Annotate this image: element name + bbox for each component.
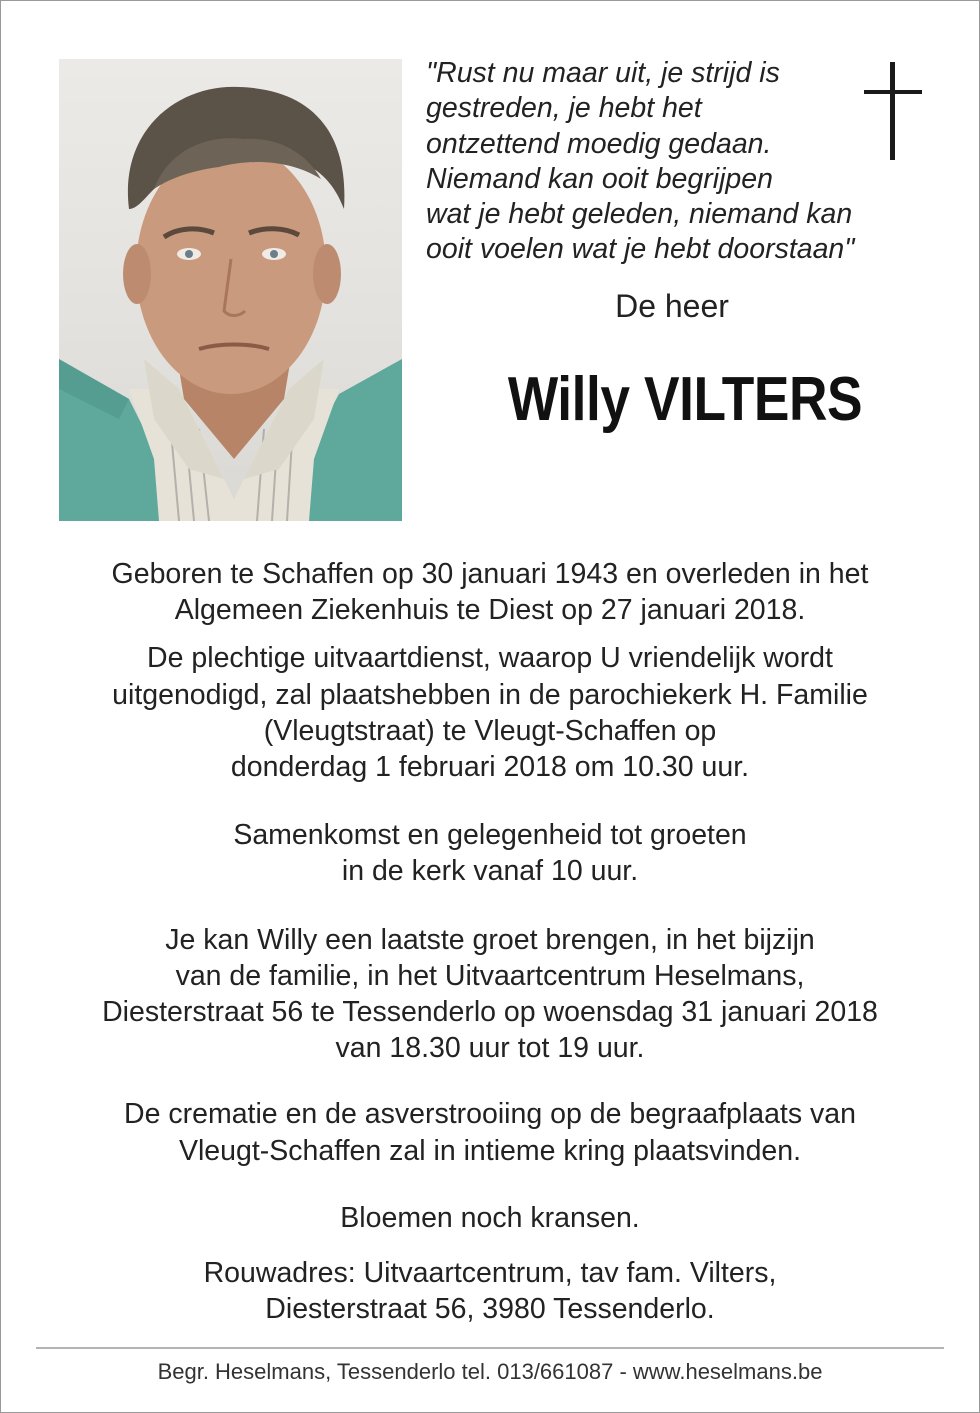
gathering-paragraph bbox=[30, 817, 950, 889]
quote-line: "Rust nu maar uit, je strijd is bbox=[426, 57, 780, 89]
text-line: (Vleugtstraat) te Vleugt-Schaffen op bbox=[263, 714, 717, 747]
text-line: Rouwadres: Uitvaartcentrum, tav fam. Vilters, bbox=[203, 1257, 777, 1290]
text-line: uitgenodigd, zal plaatshebben in de parochiekerk H. Familie bbox=[112, 678, 868, 711]
text-line: Bloemen noch kransen. bbox=[340, 1201, 640, 1234]
birth-death-paragraph bbox=[30, 556, 950, 628]
text-line: De crematie en de asverstrooiing op de begraafplaats van bbox=[124, 1098, 856, 1131]
text-line: van de familie, in het Uitvaartcentrum Heselmans, bbox=[175, 959, 805, 992]
portrait-photo bbox=[59, 59, 402, 521]
text-line: Samenkomst en gelegenheid tot groeten bbox=[233, 819, 747, 852]
flowers-paragraph bbox=[30, 1200, 950, 1236]
portrait-illustration bbox=[59, 59, 402, 521]
visitation-paragraph bbox=[30, 922, 950, 1067]
quote-line: Niemand kan ooit begrijpen bbox=[426, 162, 773, 195]
cross-icon bbox=[864, 62, 922, 160]
text-line: in de kerk vanaf 10 uur. bbox=[341, 855, 639, 888]
text-line: Diesterstraat 56, 3980 Tessenderlo. bbox=[265, 1293, 715, 1326]
quote-line: gestreden, je hebt het bbox=[426, 92, 702, 125]
text-line: Diesterstraat 56 te Tessenderlo op woensdag 31 januari 2018 bbox=[102, 996, 878, 1029]
cremation-paragraph bbox=[30, 1096, 950, 1168]
quote-line: wat je hebt geleden, niemand kan bbox=[426, 198, 853, 231]
memorial-quote bbox=[426, 56, 866, 268]
text-line: Je kan Willy een laatste groet brengen, in het bijzijn bbox=[165, 923, 815, 956]
text-line: Geboren te Schaffen op 30 januari 1943 en overleden in het bbox=[111, 558, 869, 590]
quote-line: ontzettend moedig gedaan. bbox=[426, 127, 772, 160]
text-line: van 18.30 uur tot 19 uur. bbox=[335, 1032, 645, 1065]
text-line: donderdag 1 februari 2018 om 10.30 uur. bbox=[230, 751, 750, 784]
honorific: De heer bbox=[615, 288, 729, 324]
mourning-address-paragraph bbox=[30, 1255, 950, 1327]
text-line: Vleugt-Schaffen zal in intieme kring plaatsvinden. bbox=[178, 1134, 802, 1167]
text-line: De plechtige uitvaartdienst, waarop U vriendelijk wordt bbox=[147, 642, 833, 675]
announcement-body bbox=[30, 556, 950, 1327]
footer-divider bbox=[36, 1347, 944, 1349]
quote-line: ooit voelen wat je hebt doorstaan" bbox=[426, 233, 855, 266]
funeral-service-paragraph bbox=[30, 640, 950, 785]
deceased-name: Willy VILTERS bbox=[507, 365, 863, 434]
funeral-home-footer: Begr. Heselmans, Tessenderlo tel. 013/661087 - www.heselmans.be bbox=[157, 1359, 823, 1384]
text-line: Algemeen Ziekenhuis te Diest op 27 januari 2018. bbox=[174, 594, 806, 627]
